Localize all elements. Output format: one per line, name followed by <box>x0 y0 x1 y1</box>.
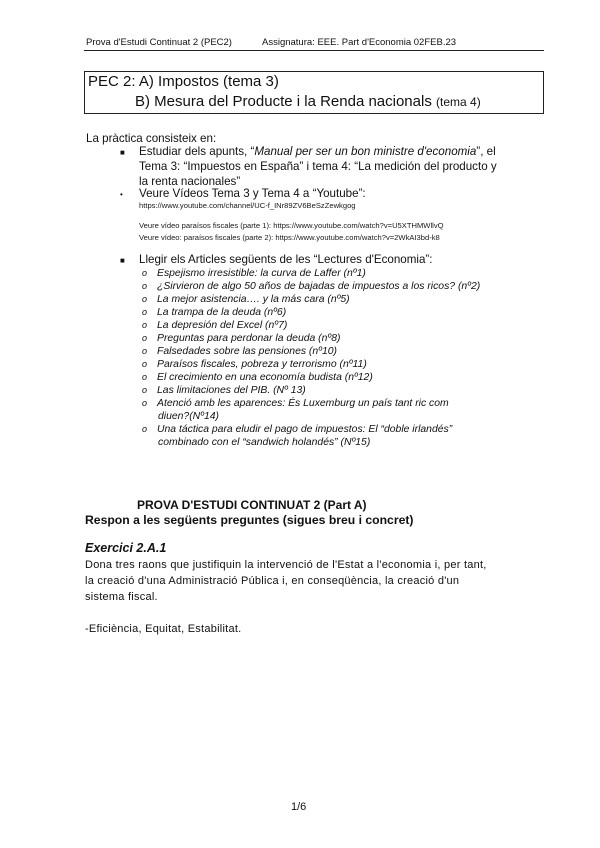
article-item: o Preguntas para perdonar la deuda (nº8) <box>142 333 341 344</box>
exercise-answer: -Eficiència, Equitat, Estabilitat. <box>85 623 242 635</box>
youtube-channel-link[interactable]: https://www.youtube.com/channel/UC-f_INr89ZV6BeSzZewkgog <box>139 201 356 210</box>
video-2-link[interactable]: https://www.youtube.com/watch?v=2WkAI3bd-k8 <box>275 233 440 242</box>
article-item: o Espejismo irresistible: la curva de Laffer (nº1) <box>142 268 366 279</box>
bullet-3-text: Llegir els Articles següents de les “Lectures d'Economia”: <box>139 253 433 266</box>
article-item-continuation: combinado con el “sandwich holandés” (Nº15) <box>158 437 371 448</box>
exercise-line-2: la creació d'una Administració Pública i, en conseqüència, la creació d'un <box>85 575 460 587</box>
header-left: Prova d'Estudi Continuat 2 (PEC2) <box>86 37 232 48</box>
bullet-1 <box>139 144 559 189</box>
video-1-link[interactable]: https://www.youtube.com/watch?v=U5XTHMWllvQ <box>273 221 444 230</box>
article-item-continuation: diuen?(Nº14) <box>158 411 219 422</box>
article-item: o Falsedades sobre las pensiones (nº10) <box>142 346 337 357</box>
video-1-label: Veure vídeo paraísos fiscales (parte 1): <box>139 221 272 230</box>
article-item: o La trampa de la deuda (nº6) <box>142 307 287 318</box>
article-item: o La depresión del Excel (nº7) <box>142 320 288 331</box>
bullet-icon: ■ <box>120 148 125 157</box>
article-item: o ¿Sirvieron de algo 50 años de bajadas de impuestos a los ricos? (nº2) <box>142 281 481 292</box>
intro-text: La pràctica consisteix en: <box>86 132 217 145</box>
header-rule <box>84 50 544 51</box>
bullet-1-line2: Tema 3: “Impuestos en España” i tema 4: “La medición del producto y <box>139 160 497 173</box>
article-item: o El crecimiento en una economía budista (nº12) <box>142 372 373 383</box>
exercise-question <box>85 557 517 605</box>
article-item: o Una táctica para eludir el pago de impuestos: El “doble irlandés” <box>142 424 453 435</box>
title-line-2 <box>135 93 481 110</box>
exercise-title: Exercici 2.A.1 <box>85 541 167 555</box>
bullet-2-text: Veure Vídeos Tema 3 y Tema 4 a “Youtube”: <box>139 187 366 200</box>
bullet-icon: ■ <box>120 256 125 265</box>
bullet-1-line3: la renta nacionales” <box>139 175 241 188</box>
video-2-label: Veure vídeo: paraísos fiscales (parte 2): <box>139 233 274 242</box>
exercise-line-1: Dona tres raons que justifiquin la intervenció de l'Estat a l'economia i, per tant, <box>85 559 487 571</box>
title-line-1: PEC 2: A) Impostos (tema 3) <box>88 73 279 90</box>
exercise-line-3: sistema fiscal. <box>85 591 158 603</box>
article-item: o La mejor asistencia…. y la más cara (nº5) <box>142 294 350 305</box>
section-subtitle: Respon a les següents preguntes (sigues breu i concret) <box>85 513 414 527</box>
page-number: 1/6 <box>291 801 307 813</box>
bullet-1-line1: Estudiar dels apunts, “Manual per ser un bon ministre d'economia”, el <box>139 145 496 158</box>
title-line-2-small: (tema 4) <box>436 95 481 109</box>
bullet-icon: • <box>120 190 123 199</box>
title-line-2-main: B) Mesura del Producte i la Renda nacionals <box>135 93 432 110</box>
header-right: Assignatura: EEE. Part d'Economia 02FEB.23 <box>262 37 457 48</box>
article-item: o Paraísos fiscales, pobreza y terrorismo (nº11) <box>142 359 367 370</box>
video-1-row <box>139 221 444 230</box>
article-item: o Atenció amb les aparences: És Luxemburg un país tant ric com <box>142 398 449 409</box>
section-title: PROVA D'ESTUDI CONTINUAT 2 (Part A) <box>137 498 367 512</box>
video-2-row <box>139 233 440 242</box>
article-item: o Las limitaciones del PIB. (Nº 13) <box>142 385 306 396</box>
article-list <box>142 267 562 449</box>
